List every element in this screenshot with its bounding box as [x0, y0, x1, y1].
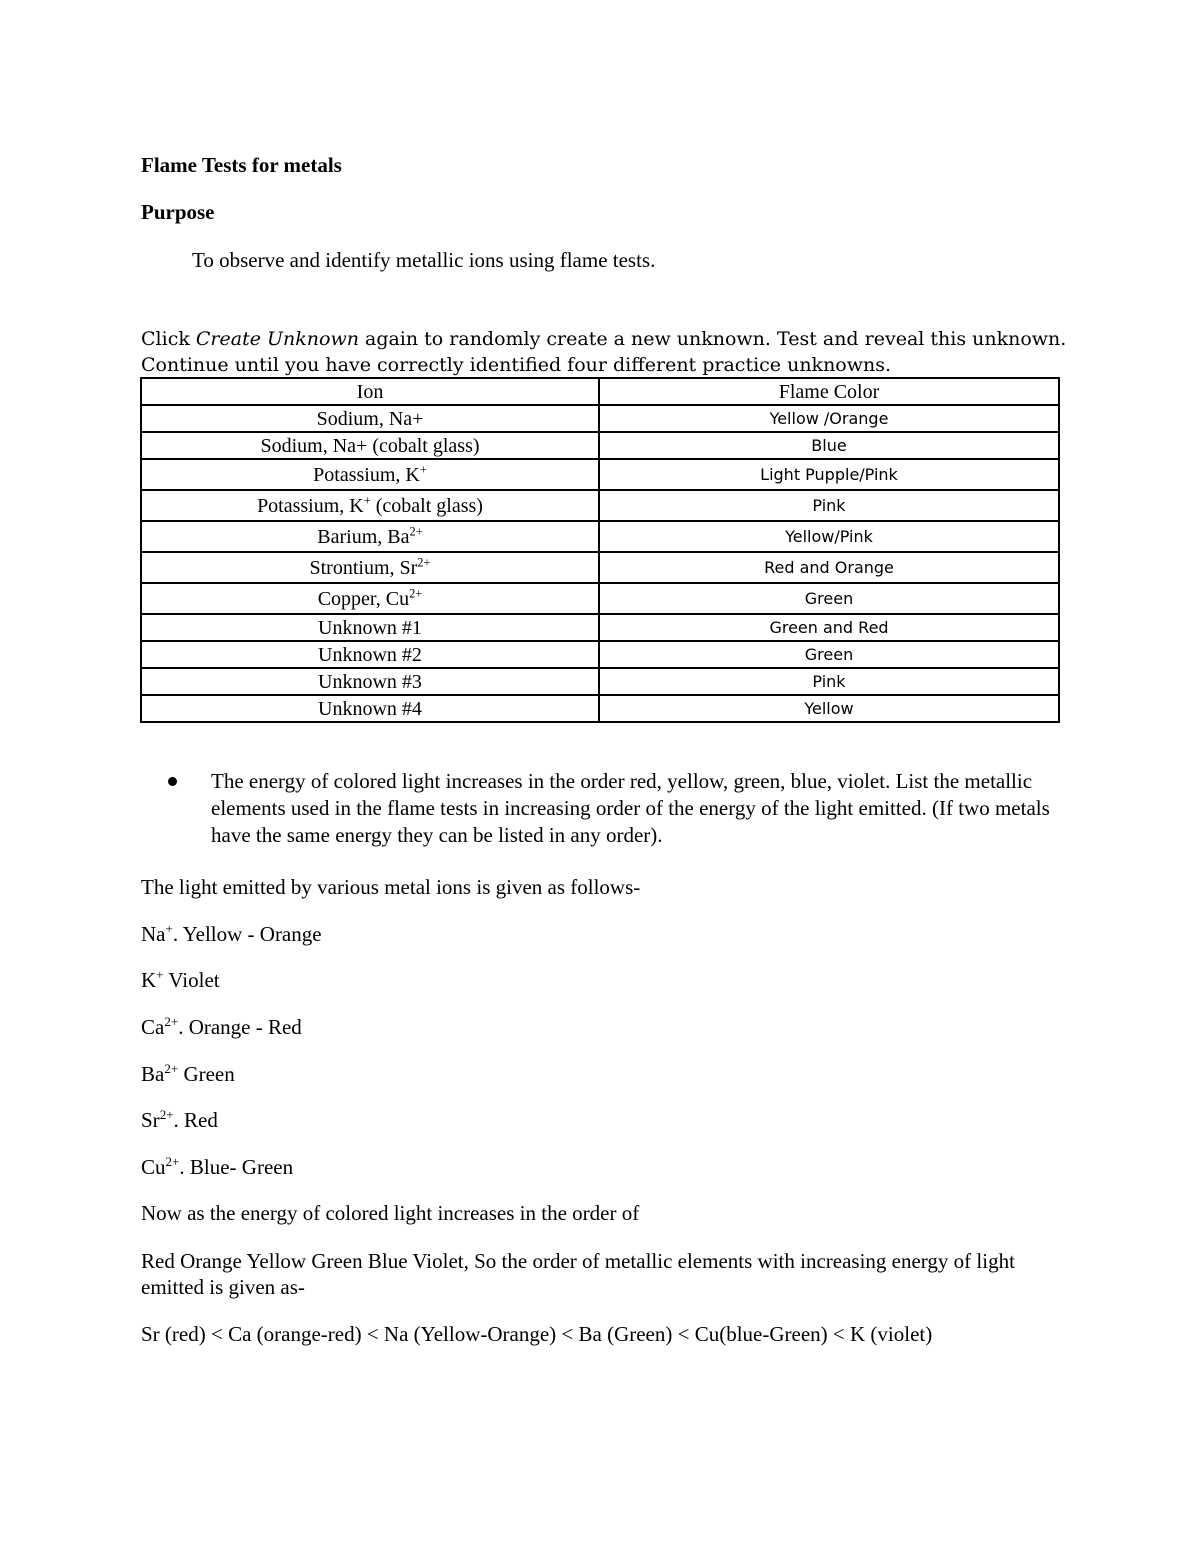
ion-charge: 2+: [409, 585, 423, 600]
ion-charge: +: [419, 461, 427, 476]
ion-cell: [141, 432, 599, 459]
flame-test-table: [140, 377, 1060, 723]
ion-cell: [141, 668, 599, 695]
table-row: [141, 432, 1059, 459]
final-order: Sr (red) < Ca (orange-red) < Na (Yellow-Orange) < Ba (Green) < Cu(blue-Green) < K (violet): [141, 1322, 933, 1346]
ion-emitted-color: . Red: [173, 1108, 218, 1132]
header-ion: Ion: [141, 378, 599, 405]
instruction-emphasis: Create Unknown: [195, 328, 359, 350]
flame-color-cell: Yellow: [599, 695, 1059, 722]
ion-emitted-color: . Orange - Red: [178, 1015, 302, 1039]
ion-symbol: Na: [141, 922, 166, 946]
ion-color-line: [141, 922, 322, 947]
table-row: [141, 695, 1059, 722]
ion-name: Unknown #4: [318, 697, 422, 720]
ion-cell: [141, 614, 599, 641]
ion-charge: 2+: [164, 1061, 179, 1076]
ion-symbol: Ca: [141, 1015, 165, 1039]
bullet-dot-icon: [168, 777, 177, 786]
ion-cell: [141, 521, 599, 552]
flame-color-cell: Blue: [599, 432, 1059, 459]
purpose-text: To observe and identify metallic ions using flame tests.: [192, 248, 656, 272]
ion-name: Unknown #1: [318, 616, 422, 639]
ion-emitted-color: . Yellow - Orange: [172, 922, 322, 946]
flame-color-cell: Green: [599, 583, 1059, 614]
ion-cell: [141, 552, 599, 583]
table-row: [141, 668, 1059, 695]
flame-color-cell: Pink: [599, 490, 1059, 521]
ion-name: Potassium, K: [313, 463, 420, 486]
flame-color-cell: Yellow/Pink: [599, 521, 1059, 552]
flame-color-cell: Green and Red: [599, 614, 1059, 641]
table-row: [141, 459, 1059, 490]
ion-name: Strontium, Sr: [309, 556, 418, 579]
table-row: [141, 641, 1059, 668]
ion-color-line: [141, 1108, 218, 1133]
table-row: [141, 521, 1059, 552]
ion-charge: +: [363, 492, 371, 507]
ion-charge: 2+: [165, 1154, 180, 1169]
flame-color-cell: Light Pupple/Pink: [599, 459, 1059, 490]
ion-suffix: (cobalt glass): [370, 494, 483, 517]
ion-cell: [141, 405, 599, 432]
ion-color-line: [141, 968, 220, 993]
instruction-post: again to randomly create a new unknown. Test and reveal this unknown. Continue until you have correctly identified four different practice unknowns.: [141, 328, 1067, 376]
order-statement: Red Orange Yellow Green Blue Violet, So the order of metallic elements with increasing energy of light emitted is given as-: [141, 1249, 1015, 1299]
ion-name: Copper, Cu: [317, 587, 410, 610]
header-flame-color: Flame Color: [599, 378, 1059, 405]
ion-name: Potassium, K: [257, 494, 364, 517]
ion-charge: 2+: [159, 1107, 174, 1122]
table-header-row: [141, 378, 1059, 405]
ion-emitted-color: Green: [178, 1062, 235, 1086]
ion-cell: [141, 583, 599, 614]
instruction-paragraph: [141, 326, 1071, 378]
table-row: [141, 614, 1059, 641]
flame-color-cell: Yellow /Orange: [599, 405, 1059, 432]
ion-charge: 2+: [164, 1014, 179, 1029]
ion-name: Unknown #3: [318, 670, 422, 693]
ion-cell: [141, 695, 599, 722]
ion-cell: [141, 641, 599, 668]
flame-color-cell: Pink: [599, 668, 1059, 695]
table-row: [141, 490, 1059, 521]
bullet-text: The energy of colored light increases in the order red, yellow, green, blue, violet. List the metallic elements used in the flame tests in increasing order of the energy of the light emitted. (If two metals have the same energy they can be listed in any order).: [211, 769, 1050, 847]
flame-color-cell: Green: [599, 641, 1059, 668]
ion-name: Barium, Ba: [317, 525, 410, 548]
ion-charge: +: [165, 921, 173, 936]
document-title: Flame Tests for metals: [141, 153, 342, 177]
ion-symbol: K: [141, 968, 157, 992]
ion-charge: 2+: [417, 554, 431, 569]
ion-color-line: [141, 1155, 293, 1180]
answer-intro: The light emitted by various metal ions is given as follows-: [141, 875, 641, 899]
ion-color-line: [141, 1062, 235, 1087]
ion-symbol: Cu: [141, 1155, 166, 1179]
ion-symbol: Sr: [141, 1108, 160, 1132]
table-body: [141, 405, 1059, 722]
ion-charge: 2+: [409, 523, 423, 538]
table-row: [141, 552, 1059, 583]
ion-symbol: Ba: [141, 1062, 165, 1086]
ion-color-line: [141, 1015, 302, 1040]
ion-charge: +: [156, 967, 164, 982]
ion-emitted-color: . Blue- Green: [179, 1155, 294, 1179]
ion-cell: [141, 490, 599, 521]
table-row: [141, 583, 1059, 614]
ion-name: Unknown #2: [318, 643, 422, 666]
purpose-heading: Purpose: [141, 200, 215, 224]
ion-emitted-color: Violet: [163, 968, 220, 992]
energy-order-text: Now as the energy of colored light increases in the order of: [141, 1201, 640, 1225]
ion-name: Sodium, Na+ (cobalt glass): [260, 434, 480, 457]
ion-cell: [141, 459, 599, 490]
table-row: [141, 405, 1059, 432]
instruction-pre: Click: [141, 328, 196, 350]
flame-color-cell: Red and Orange: [599, 552, 1059, 583]
ion-name: Sodium, Na+: [316, 407, 424, 430]
